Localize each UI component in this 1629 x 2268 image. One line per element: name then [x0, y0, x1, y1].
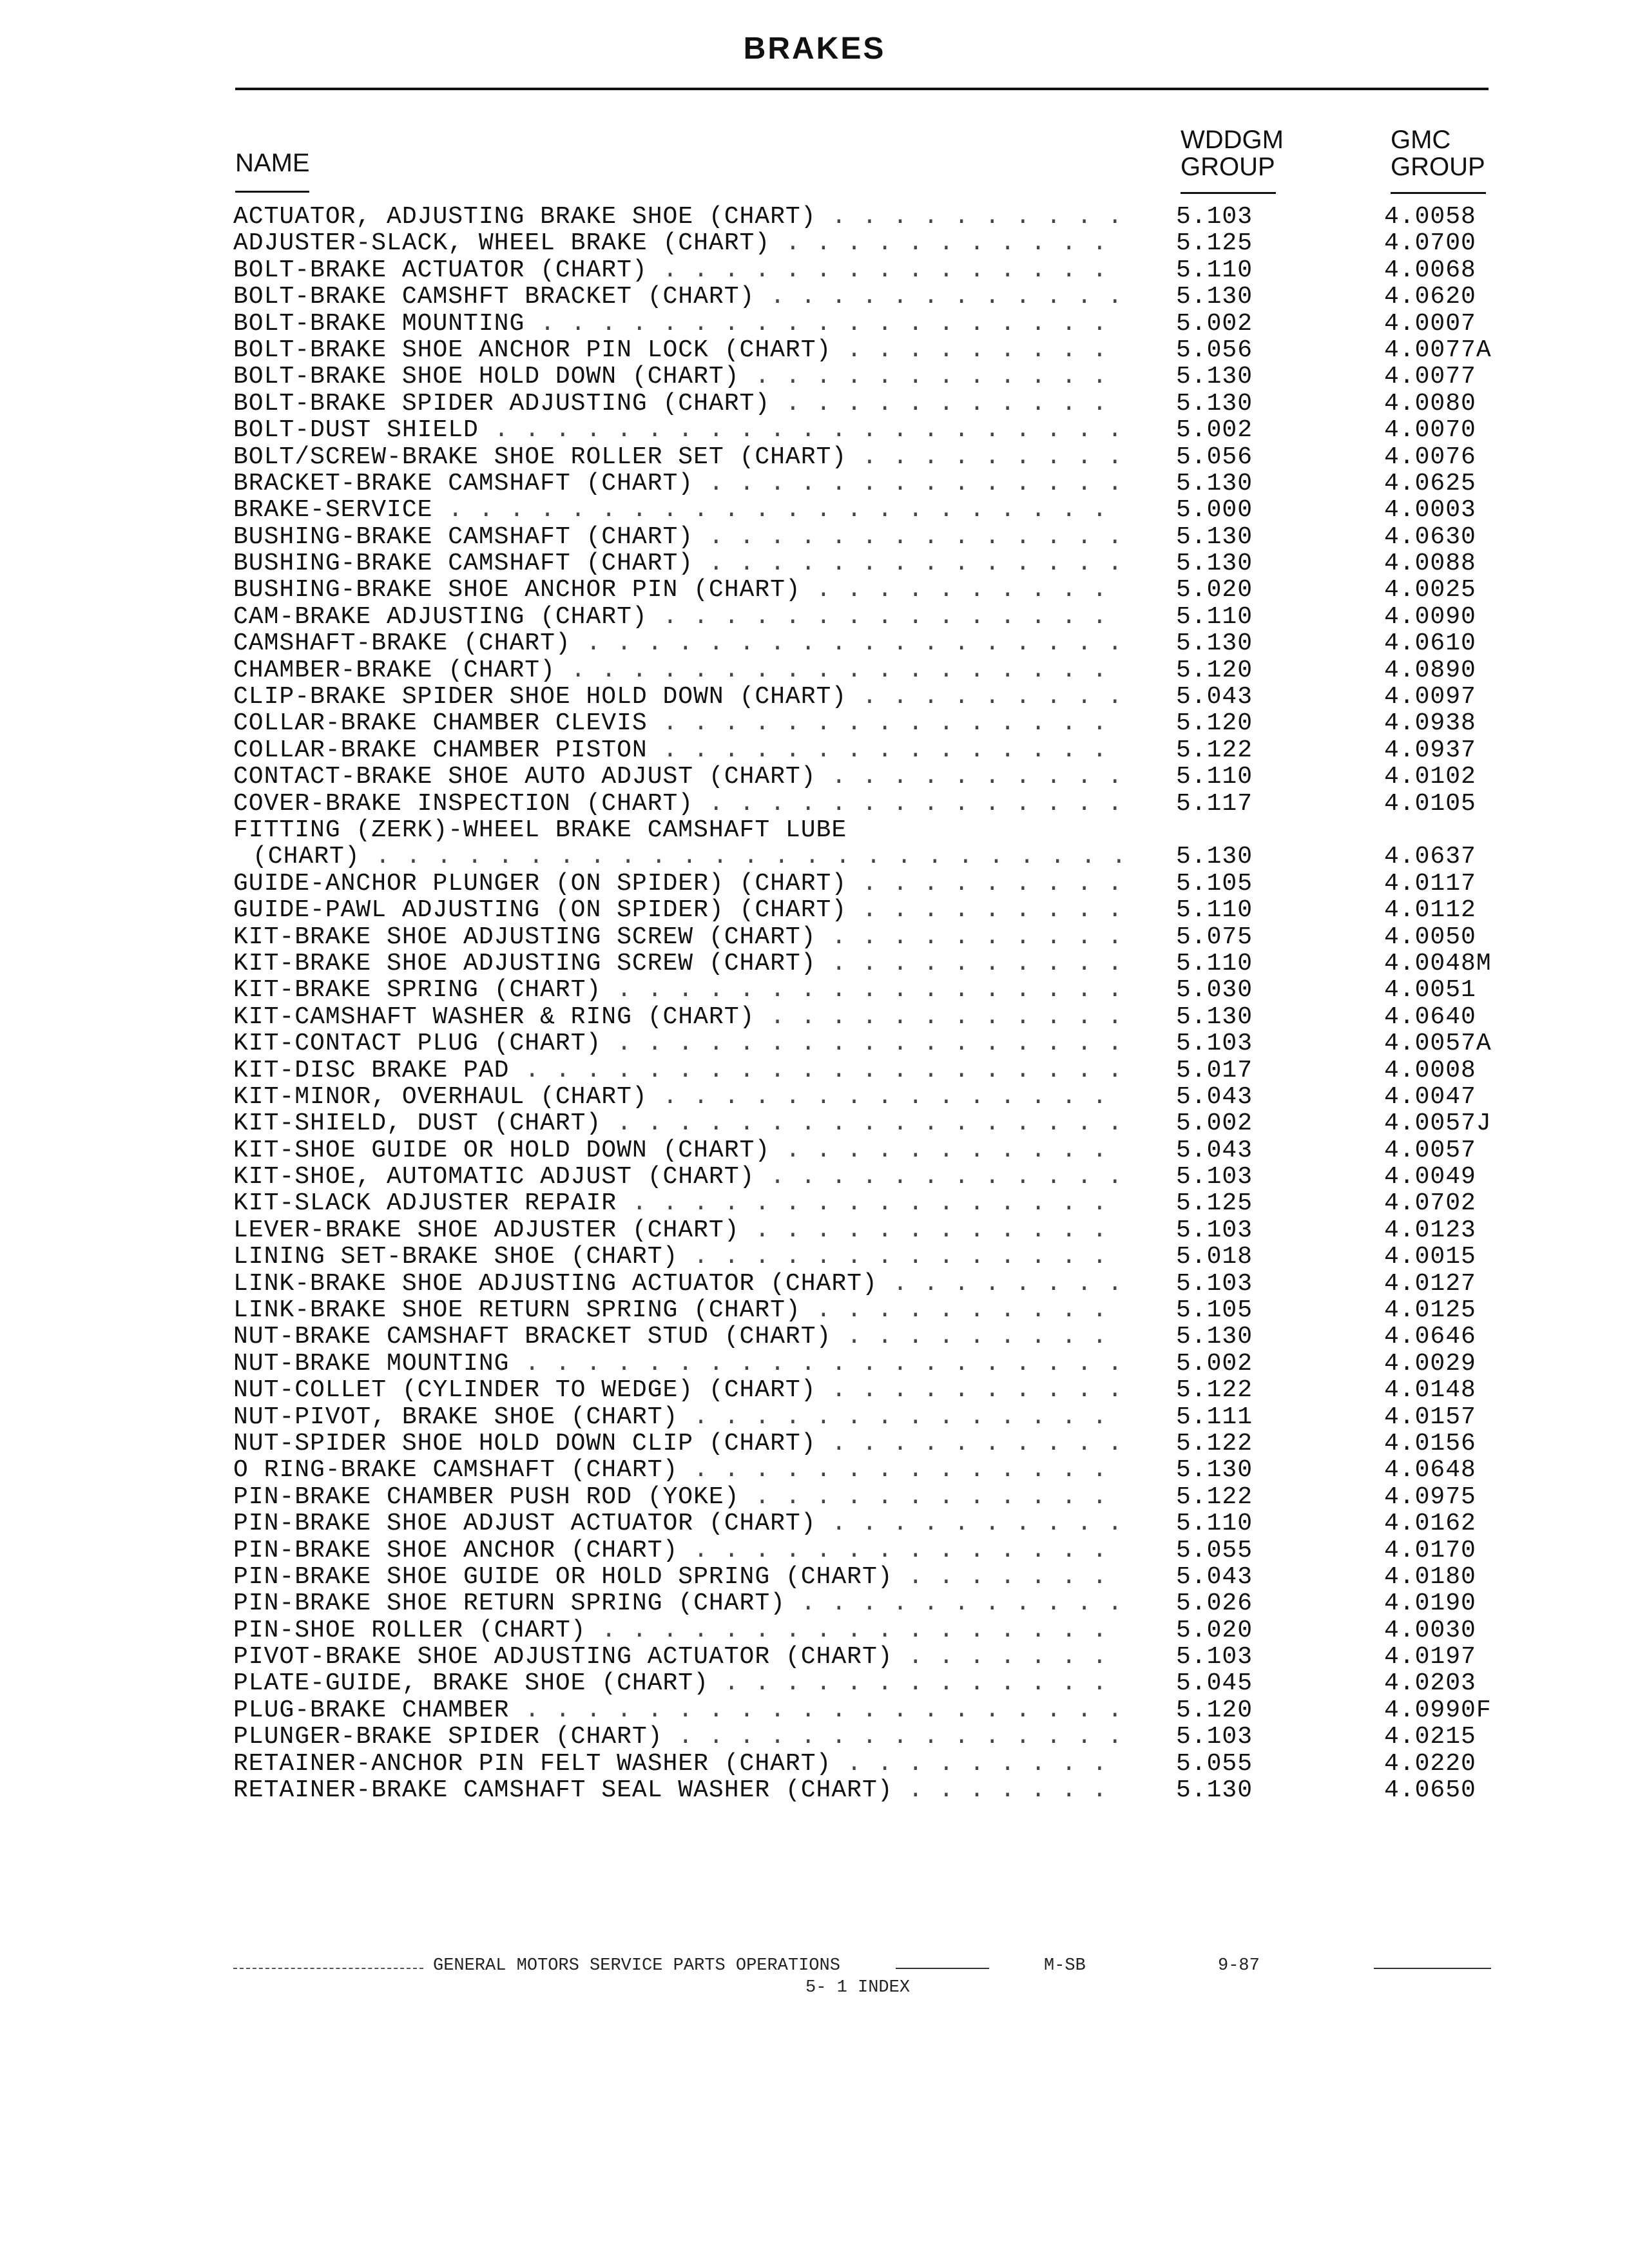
- part-name: RETAINER-BRAKE CAMSHAFT SEAL WASHER (CHART) . . .: [233, 1777, 1119, 1803]
- part-name: BRAKE-SERVICE . . .: [233, 497, 1119, 523]
- gmc-group: 4.0048M: [1384, 949, 1492, 977]
- footer-operations: GENERAL MOTORS SERVICE PARTS OPERATIONS: [433, 1956, 840, 1975]
- table-row: [0, 1697, 1629, 1724]
- wddgm-group: 5.130: [1176, 283, 1253, 311]
- table-row: [0, 1137, 1629, 1164]
- part-name: LEVER-BRAKE SHOE ADJUSTER (CHART) . . .: [233, 1217, 1119, 1244]
- gmc-group: 4.0080: [1384, 389, 1476, 418]
- wddgm-group: 5.125: [1176, 229, 1253, 258]
- table-row: [0, 1030, 1629, 1057]
- wddgm-group: 5.110: [1176, 256, 1253, 284]
- wddgm-group: 5.002: [1176, 309, 1253, 338]
- part-name: KIT-CONTACT PLUG (CHART) . . .: [233, 1030, 1119, 1057]
- wddgm-group: 5.111: [1176, 1403, 1253, 1431]
- gmc-group: 4.0051: [1384, 976, 1476, 1004]
- table-row: [0, 1190, 1629, 1216]
- part-name: CAMSHAFT-BRAKE (CHART) . . .: [233, 630, 1119, 657]
- part-name: LINK-BRAKE SHOE RETURN SPRING (CHART) . . .: [233, 1297, 1119, 1323]
- table-row: [0, 497, 1629, 523]
- gmc-group: 4.0156: [1384, 1429, 1476, 1457]
- gmc-group: 4.0700: [1384, 229, 1476, 258]
- wddgm-group: 5.122: [1176, 1376, 1253, 1405]
- table-row: [0, 1484, 1629, 1510]
- table-row: [0, 230, 1629, 256]
- part-name: GUIDE-PAWL ADJUSTING (ON SPIDER) (CHART) . . .: [233, 897, 1119, 923]
- table-row: [0, 630, 1629, 657]
- gmc-group: 4.0105: [1384, 789, 1476, 818]
- part-name: PLATE-GUIDE, BRAKE SHOE (CHART) . . .: [233, 1670, 1119, 1696]
- table-row: [0, 417, 1629, 443]
- gmc-group: 4.0097: [1384, 683, 1476, 711]
- part-name: GUIDE-ANCHOR PLUNGER (ON SPIDER) (CHART) . . .: [233, 870, 1119, 897]
- wddgm-group: 5.103: [1176, 1269, 1253, 1298]
- table-row: [0, 791, 1629, 817]
- name-header-underline: [235, 191, 309, 193]
- wddgm-group: 5.017: [1176, 1056, 1253, 1084]
- gmc-group: 4.0049: [1384, 1163, 1476, 1191]
- gmc-group: 4.0220: [1384, 1749, 1476, 1778]
- wddgm-group: 5.120: [1176, 1696, 1253, 1724]
- table-row: [0, 257, 1629, 284]
- gmc-group: 4.0029: [1384, 1349, 1476, 1378]
- footer-index: 5- 1 INDEX: [805, 1978, 911, 1997]
- wddgm-group: 5.056: [1176, 443, 1253, 471]
- wddgm-group: 5.130: [1176, 523, 1253, 551]
- wddgm-group: 5.130: [1176, 1456, 1253, 1485]
- table-row: [0, 924, 1629, 950]
- part-name: PLUG-BRAKE CHAMBER . . .: [233, 1697, 1119, 1724]
- table-row: [0, 577, 1629, 603]
- table-row: [0, 897, 1629, 923]
- part-name: BOLT-BRAKE CAMSHFT BRACKET (CHART) . . .: [233, 284, 1119, 310]
- part-name: BOLT-BRAKE ACTUATOR (CHART) . . .: [233, 257, 1119, 284]
- wddgm-group: 5.130: [1176, 629, 1253, 658]
- wddgm-group: 5.130: [1176, 1776, 1253, 1805]
- wddgm-group: 5.056: [1176, 336, 1253, 364]
- table-row: [0, 524, 1629, 550]
- table-row: [0, 311, 1629, 337]
- table-row: [0, 1057, 1629, 1084]
- wddgm-group: 5.002: [1176, 1349, 1253, 1378]
- table-row: [0, 1297, 1629, 1323]
- table-row: [0, 1350, 1629, 1377]
- table-row: [0, 657, 1629, 684]
- table-row: [0, 1777, 1629, 1803]
- gmc-group: 4.0702: [1384, 1189, 1476, 1218]
- wddgm-group: 5.117: [1176, 789, 1253, 818]
- gmc-group: 4.0077: [1384, 363, 1476, 391]
- gmc-group: 4.0123: [1384, 1216, 1476, 1244]
- gmc-group: 4.0058: [1384, 203, 1476, 231]
- gmc-header-underline: [1391, 192, 1486, 194]
- part-name: BOLT-DUST SHIELD . . .: [233, 417, 1119, 443]
- wddgm-group: 5.103: [1176, 1030, 1253, 1058]
- gmc-group: 4.0938: [1384, 709, 1476, 738]
- part-name: KIT-SLACK ADJUSTER REPAIR . . .: [233, 1190, 1119, 1216]
- wddgm-group: 5.120: [1176, 656, 1253, 684]
- part-name: FITTING (ZERK)-WHEEL BRAKE CAMSHAFT LUBE: [233, 816, 847, 844]
- gmc-group: 4.0008: [1384, 1056, 1476, 1084]
- wddgm-group: 5.110: [1176, 949, 1253, 977]
- part-name: COLLAR-BRAKE CHAMBER PISTON . . .: [233, 737, 1119, 764]
- table-row: [0, 604, 1629, 630]
- footer-date: 9-87: [1218, 1956, 1260, 1975]
- table-row: [0, 284, 1629, 310]
- part-name: ADJUSTER-SLACK, WHEEL BRAKE (CHART) . . .: [233, 230, 1119, 256]
- gmc-group: 4.0003: [1384, 496, 1476, 524]
- gmc-group: 4.0990F: [1384, 1696, 1492, 1724]
- gmc-group: 4.0650: [1384, 1776, 1476, 1805]
- gmc-column-header: [1391, 126, 1485, 180]
- part-name: KIT-SHOE GUIDE OR HOLD DOWN (CHART) . . .: [233, 1137, 1119, 1164]
- table-row: [0, 737, 1629, 764]
- table-row: [0, 550, 1629, 577]
- part-name: PIN-BRAKE CHAMBER PUSH ROD (YOKE) . . .: [233, 1484, 1119, 1510]
- table-row: [0, 337, 1629, 363]
- table-row: [0, 1457, 1629, 1483]
- wddgm-group: 5.103: [1176, 1723, 1253, 1751]
- gmc-group: 4.0975: [1384, 1483, 1476, 1511]
- gmc-group: 4.0640: [1384, 1003, 1476, 1031]
- wddgm-group: 5.055: [1176, 1749, 1253, 1778]
- part-name: O RING-BRAKE CAMSHAFT (CHART) . . .: [233, 1457, 1119, 1483]
- gmc-group: 4.0610: [1384, 629, 1476, 658]
- part-name: COVER-BRAKE INSPECTION (CHART) . . .: [233, 791, 1119, 817]
- table-row: [0, 684, 1629, 710]
- table-row: [0, 1217, 1629, 1244]
- gmc-group: 4.0088: [1384, 550, 1476, 578]
- gmc-group: 4.0047: [1384, 1082, 1476, 1111]
- table-row: [0, 1670, 1629, 1696]
- table-row: [0, 1271, 1629, 1297]
- part-name: NUT-COLLET (CYLINDER TO WEDGE) (CHART) . . .: [233, 1377, 1119, 1403]
- gmc-group: 4.0937: [1384, 736, 1476, 764]
- gmc-group: 4.0180: [1384, 1562, 1476, 1591]
- gmc-group: 4.0125: [1384, 1296, 1476, 1325]
- part-name: KIT-CAMSHAFT WASHER & RING (CHART) . . .: [233, 1004, 1119, 1030]
- part-name: NUT-PIVOT, BRAKE SHOE (CHART) . . .: [233, 1404, 1119, 1430]
- title-rule: [235, 88, 1489, 90]
- wddgm-group: 5.105: [1176, 1296, 1253, 1325]
- gmc-group: 4.0050: [1384, 923, 1476, 951]
- gmc-group: 4.0620: [1384, 283, 1476, 311]
- gmc-header-line2: GROUP: [1391, 153, 1485, 181]
- part-name: PIN-SHOE ROLLER (CHART) . . .: [233, 1617, 1119, 1644]
- gmc-group: 4.0112: [1384, 896, 1476, 925]
- wddgm-header-line1: WDDGM: [1181, 126, 1284, 154]
- part-name: BOLT-BRAKE SHOE HOLD DOWN (CHART) . . .: [233, 363, 1119, 390]
- wddgm-group: 5.120: [1176, 709, 1253, 738]
- gmc-group: 4.0015: [1384, 1243, 1476, 1271]
- table-row: [0, 1617, 1629, 1644]
- gmc-group: 4.0070: [1384, 416, 1476, 445]
- gmc-group: 4.0215: [1384, 1723, 1476, 1751]
- wddgm-group: 5.122: [1176, 736, 1253, 764]
- gmc-group: 4.0030: [1384, 1616, 1476, 1644]
- table-row: [0, 1537, 1629, 1564]
- table-row: [0, 710, 1629, 736]
- part-name: BOLT-BRAKE SPIDER ADJUSTING (CHART) . . .: [233, 390, 1119, 417]
- wddgm-group: 5.130: [1176, 1323, 1253, 1351]
- table-row: [0, 1564, 1629, 1590]
- gmc-group: 4.0190: [1384, 1590, 1476, 1618]
- part-name: KIT-BRAKE SHOE ADJUSTING SCREW (CHART) . . .: [233, 924, 1119, 950]
- page-title: BRAKES: [743, 32, 886, 66]
- gmc-header-line1: GMC: [1391, 126, 1451, 154]
- footer-rule-middle: [896, 1968, 989, 1969]
- part-name: PIN-BRAKE SHOE RETURN SPRING (CHART) . . .: [233, 1590, 1119, 1617]
- table-row: [0, 1004, 1629, 1030]
- wddgm-group: 5.110: [1176, 1510, 1253, 1538]
- part-name: BOLT/SCREW-BRAKE SHOE ROLLER SET (CHART) . . .: [233, 444, 1119, 470]
- gmc-group: 4.0203: [1384, 1669, 1476, 1698]
- part-name: KIT-BRAKE SPRING (CHART) . . .: [233, 977, 1119, 1003]
- table-row: [0, 1377, 1629, 1403]
- part-name: LINK-BRAKE SHOE ADJUSTING ACTUATOR (CHART) . . .: [233, 1271, 1119, 1297]
- wddgm-group: 5.110: [1176, 763, 1253, 791]
- table-row: [0, 390, 1629, 417]
- table-row: [0, 444, 1629, 470]
- gmc-group: 4.0117: [1384, 869, 1476, 898]
- wddgm-group: 5.122: [1176, 1429, 1253, 1457]
- wddgm-group: 5.026: [1176, 1590, 1253, 1618]
- part-name: NUT-SPIDER SHOE HOLD DOWN CLIP (CHART) . . .: [233, 1430, 1119, 1457]
- wddgm-group: 5.110: [1176, 896, 1253, 925]
- gmc-group: 4.0148: [1384, 1376, 1476, 1405]
- part-name: BUSHING-BRAKE CAMSHAFT (CHART) . . .: [233, 524, 1119, 550]
- part-name: KIT-BRAKE SHOE ADJUSTING SCREW (CHART) . . .: [233, 950, 1119, 977]
- wddgm-group: 5.043: [1176, 1082, 1253, 1111]
- table-row: [0, 1084, 1629, 1110]
- table-row: [0, 1404, 1629, 1430]
- table-row: [0, 1724, 1629, 1750]
- part-name: (CHART) . . .: [253, 843, 1139, 870]
- wddgm-group: 5.110: [1176, 602, 1253, 631]
- part-name: ACTUATOR, ADJUSTING BRAKE SHOE (CHART) . . .: [233, 204, 1119, 230]
- table-row: [0, 764, 1629, 790]
- gmc-group: 4.0127: [1384, 1269, 1476, 1298]
- gmc-group: 4.0102: [1384, 763, 1476, 791]
- part-name: BUSHING-BRAKE CAMSHAFT (CHART) . . .: [233, 550, 1119, 577]
- gmc-group: 4.0637: [1384, 843, 1476, 871]
- gmc-group: 4.0057: [1384, 1136, 1476, 1164]
- wddgm-group: 5.045: [1176, 1669, 1253, 1698]
- part-name: CONTACT-BRAKE SHOE AUTO ADJUST (CHART) . . .: [233, 764, 1119, 790]
- part-name: NUT-BRAKE CAMSHAFT BRACKET STUD (CHART) . . .: [233, 1323, 1119, 1350]
- wddgm-group: 5.103: [1176, 1163, 1253, 1191]
- gmc-group: 4.0197: [1384, 1643, 1476, 1671]
- wddgm-group: 5.130: [1176, 843, 1253, 871]
- wddgm-header-line2: GROUP: [1181, 153, 1275, 181]
- wddgm-group: 5.000: [1176, 496, 1253, 524]
- part-name: KIT-DISC BRAKE PAD . . .: [233, 1057, 1119, 1084]
- gmc-group: 4.0646: [1384, 1323, 1476, 1351]
- wddgm-group: 5.130: [1176, 550, 1253, 578]
- wddgm-group: 5.122: [1176, 1483, 1253, 1511]
- footer-rule-left: [233, 1968, 423, 1969]
- gmc-group: 4.0890: [1384, 656, 1476, 684]
- gmc-group: 4.0068: [1384, 256, 1476, 284]
- wddgm-group: 5.103: [1176, 203, 1253, 231]
- gmc-group: 4.0625: [1384, 469, 1476, 497]
- wddgm-group: 5.103: [1176, 1643, 1253, 1671]
- table-row: [0, 470, 1629, 497]
- table-row: [0, 1244, 1629, 1270]
- part-name: PIN-BRAKE SHOE ANCHOR (CHART) . . .: [233, 1537, 1119, 1564]
- table-row: [0, 1644, 1629, 1670]
- wddgm-group: 5.018: [1176, 1243, 1253, 1271]
- gmc-group: 4.0057A: [1384, 1030, 1492, 1058]
- part-name: LINING SET-BRAKE SHOE (CHART) . . .: [233, 1244, 1119, 1270]
- part-name: KIT-SHIELD, DUST (CHART) . . .: [233, 1110, 1119, 1137]
- part-name: BOLT-BRAKE SHOE ANCHOR PIN LOCK (CHART) . . .: [233, 337, 1119, 363]
- wddgm-group: 5.103: [1176, 1216, 1253, 1244]
- wddgm-group: 5.030: [1176, 976, 1253, 1004]
- part-name: COLLAR-BRAKE CHAMBER CLEVIS . . .: [233, 710, 1119, 736]
- wddgm-header-underline: [1181, 192, 1276, 194]
- wddgm-group: 5.075: [1176, 923, 1253, 951]
- table-row: [0, 1590, 1629, 1617]
- table-row: [0, 1164, 1629, 1190]
- part-name: CLIP-BRAKE SPIDER SHOE HOLD DOWN (CHART) . . .: [233, 684, 1119, 710]
- wddgm-group: 5.043: [1176, 683, 1253, 711]
- wddgm-group: 5.105: [1176, 869, 1253, 898]
- wddgm-group: 5.020: [1176, 576, 1253, 604]
- wddgm-group: 5.002: [1176, 416, 1253, 445]
- table-row: [0, 817, 1629, 843]
- gmc-group: 4.0162: [1384, 1510, 1476, 1538]
- gmc-group: 4.0170: [1384, 1536, 1476, 1564]
- part-name: NUT-BRAKE MOUNTING . . .: [233, 1350, 1119, 1377]
- wddgm-group: 5.002: [1176, 1110, 1253, 1138]
- part-name: PIN-BRAKE SHOE GUIDE OR HOLD SPRING (CHART) . . .: [233, 1564, 1119, 1590]
- table-row: [0, 1430, 1629, 1457]
- table-row: [0, 950, 1629, 977]
- part-name: BOLT-BRAKE MOUNTING . . .: [233, 311, 1119, 337]
- gmc-group: 4.0076: [1384, 443, 1476, 471]
- wddgm-group: 5.130: [1176, 389, 1253, 418]
- part-name: PIN-BRAKE SHOE ADJUST ACTUATOR (CHART) . . .: [233, 1510, 1119, 1537]
- part-name: KIT-MINOR, OVERHAUL (CHART) . . .: [233, 1084, 1119, 1110]
- part-name: PIVOT-BRAKE SHOE ADJUSTING ACTUATOR (CHART) . . .: [233, 1644, 1119, 1670]
- wddgm-group: 5.043: [1176, 1562, 1253, 1591]
- gmc-group: 4.0077A: [1384, 336, 1492, 364]
- part-name: CAM-BRAKE ADJUSTING (CHART) . . .: [233, 604, 1119, 630]
- table-row: [0, 1323, 1629, 1350]
- table-row: [0, 843, 1629, 870]
- wddgm-group: 5.130: [1176, 1003, 1253, 1031]
- part-name: PLUNGER-BRAKE SPIDER (CHART) . . .: [233, 1724, 1119, 1750]
- gmc-group: 4.0025: [1384, 576, 1476, 604]
- gmc-group: 4.0630: [1384, 523, 1476, 551]
- wddgm-group: 5.043: [1176, 1136, 1253, 1164]
- gmc-group: 4.0648: [1384, 1456, 1476, 1485]
- gmc-group: 4.0090: [1384, 602, 1476, 631]
- table-row: [0, 204, 1629, 230]
- table-row: [0, 870, 1629, 897]
- gmc-group: 4.0057J: [1384, 1110, 1492, 1138]
- parts-index-list: [0, 204, 1629, 1803]
- part-name: BRACKET-BRAKE CAMSHAFT (CHART) . . .: [233, 470, 1119, 497]
- table-row: [0, 977, 1629, 1003]
- wddgm-group: 5.055: [1176, 1536, 1253, 1564]
- part-name: KIT-SHOE, AUTOMATIC ADJUST (CHART) . . .: [233, 1164, 1119, 1190]
- table-row: [0, 1110, 1629, 1137]
- gmc-group: 4.0007: [1384, 309, 1476, 338]
- footer-code: M-SB: [1044, 1956, 1086, 1975]
- wddgm-group: 5.130: [1176, 363, 1253, 391]
- part-name: CHAMBER-BRAKE (CHART) . . .: [233, 657, 1119, 684]
- footer-rule-right: [1374, 1968, 1491, 1969]
- wddgm-group: 5.125: [1176, 1189, 1253, 1218]
- gmc-group: 4.0157: [1384, 1403, 1476, 1431]
- table-row: [0, 1510, 1629, 1537]
- part-name: RETAINER-ANCHOR PIN FELT WASHER (CHART) . . .: [233, 1751, 1119, 1777]
- part-name: BUSHING-BRAKE SHOE ANCHOR PIN (CHART) . . .: [233, 577, 1119, 603]
- table-row: [0, 363, 1629, 390]
- name-column-header: NAME: [235, 149, 310, 177]
- wddgm-group: 5.020: [1176, 1616, 1253, 1644]
- wddgm-column-header: [1181, 126, 1284, 180]
- wddgm-group: 5.130: [1176, 469, 1253, 497]
- table-row: [0, 1751, 1629, 1777]
